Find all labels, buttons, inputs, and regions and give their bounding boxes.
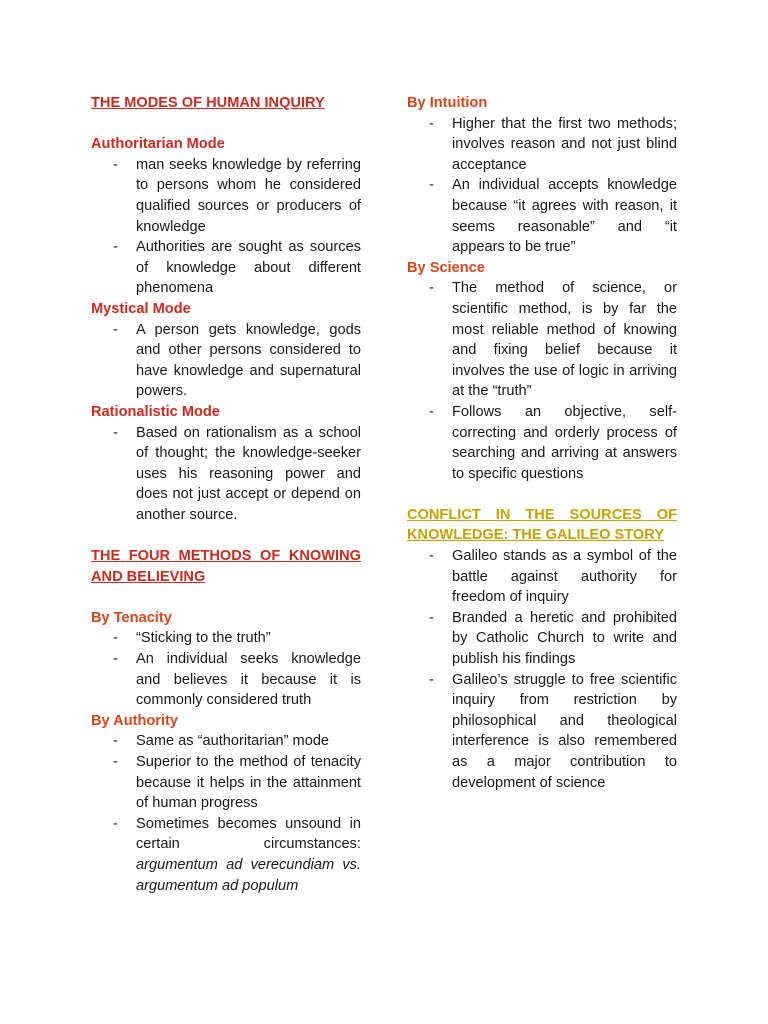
heading-mystical-mode: Mystical Mode [91, 300, 191, 317]
list-item: - Branded a heretic and prohibited by Catholic Church to write and publish his findings [407, 608, 677, 670]
authority-bullet3-italic: argumentum ad verecundiam vs. argumentum ad populum [136, 856, 361, 894]
title-four-methods: THE FOUR METHODS OF KNOWING AND BELIEVING [91, 548, 361, 585]
list-item: - Authorities are sought as sources of knowledge about different phenomena [91, 237, 361, 299]
list-item: - Galileo stands as a symbol of the battle against authority for freedom of inquiry [407, 546, 677, 608]
heading-by-intuition: By Intuition [407, 95, 488, 111]
mystical-bullets [91, 320, 361, 402]
list-item: - Superior to the method of tenacity because it helps in the attainment of human progress [91, 752, 361, 814]
spacer [407, 484, 677, 505]
tenacity-bullets [91, 628, 361, 710]
left-column [91, 93, 361, 896]
authority-bullet3-text: Sometimes becomes unsound in certain circumstances: [136, 815, 361, 853]
list-item: - A person gets knowledge, gods and other persons considered to have knowledge and supernatural powers. [91, 320, 361, 402]
list-item: - Higher that the first two methods; involves reason and not just blind acceptance [407, 114, 677, 176]
heading-by-authority: By Authority [91, 712, 179, 729]
science-bullets [407, 278, 677, 484]
list-item: - An individual seeks knowledge and believes it because it is commonly considered truth [91, 649, 361, 711]
heading-authoritarian-mode: Authoritarian Mode [91, 136, 225, 153]
list-item: - man seeks knowledge by referring to persons whom he considered qualified sources or producers of knowledge [91, 155, 361, 237]
conflict-bullets [407, 546, 677, 793]
list-item: - Galileo’s struggle to free scientific inquiry from restriction by philosophical and theological interference is also remembered as a major contribution to development of science [407, 670, 677, 794]
heading-by-tenacity: By Tenacity [91, 609, 172, 626]
authoritarian-bullets [91, 155, 361, 299]
heading-rationalistic-mode: Rationalistic Mode [91, 403, 220, 420]
intuition-bullets [407, 114, 677, 258]
list-item: - An individual accepts knowledge because “it agrees with reason, it seems reasonable” and “it appears to be true” [407, 175, 677, 257]
title-modes-of-human-inquiry: THE MODES OF HUMAN INQUIRY [91, 95, 325, 111]
spacer [91, 587, 361, 608]
list-item: - Based on rationalism as a school of thought; the knowledge-seeker uses his reasoning power and does not just accept or depend on another source. [91, 423, 361, 526]
title-conflict-galileo: CONFLICT IN THE SOURCES OF KNOWLEDGE: THE GALILEO STORY [407, 506, 677, 544]
list-item: - Follows an objective, self-correcting and orderly process of searching and arriving at answers to specific questions [407, 402, 677, 484]
list-item: - The method of science, or scientific method, is by far the most reliable method of knowing and fixing belief because it involves the use of logic in arriving at the “truth” [407, 278, 677, 402]
list-item [91, 814, 361, 896]
right-column [407, 93, 677, 793]
authority-bullets [91, 731, 361, 896]
list-item: - Same as “authoritarian” mode [91, 731, 361, 752]
spacer [91, 114, 361, 135]
rationalistic-bullets [91, 423, 361, 526]
list-item: - “Sticking to the truth” [91, 628, 361, 649]
spacer [91, 525, 361, 546]
heading-by-science: By Science [407, 259, 485, 276]
